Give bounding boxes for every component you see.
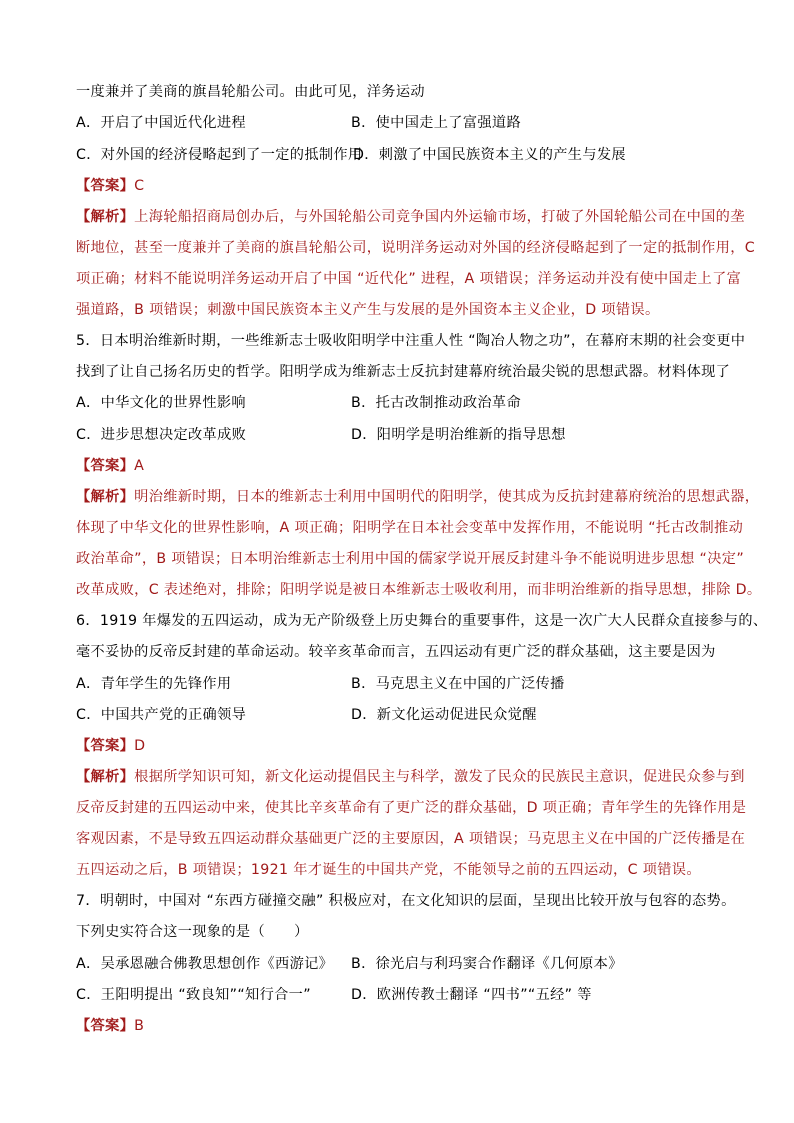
answer-value: C: [134, 178, 145, 194]
question-4-analysis-line-3: 项正确；材料不能说明洋务运动开启了中国 “近代化” 进程，A 项错误；洋务运动并没有使中国走上了富: [76, 271, 742, 287]
question-6-stem-line-2: 毫不妥协的反帝反封建的革命运动。较辛亥革命而言，五四运动有更广泛的群众基础，这主要是因为: [76, 644, 716, 660]
question-5-stem-line-1: 5．日本明治维新时期，一些维新志士吸收阳明学中注重人性 “陶冶人物之功”，在幕府末期的社会变更中: [76, 333, 746, 349]
question-5-option-d: D．阳明学是明治维新的指导思想: [351, 427, 566, 443]
analysis-tag: 【解析】: [76, 769, 135, 785]
question-4-analysis-line-1: 【解析】上海轮船招商局创办后，与外国轮船公司竞争国内外运输市场，打破了外国轮船公司在中国的垄: [76, 209, 745, 225]
question-6-option-a: A．青年学生的先锋作用: [76, 676, 232, 692]
question-4-stem: 一度兼并了美商的旗昌轮船公司。由此可见，洋务运动: [76, 84, 425, 100]
question-7-option-d: D．欧洲传教士翻译 “四书”“五经” 等: [351, 987, 592, 1003]
answer-value: D: [134, 738, 146, 754]
question-5-analysis-line-2: 体现了中华文化的世界性影响，A 项正确；阳明学在日本社会变革中发挥作用，不能说明 “托古改制推动: [76, 520, 744, 536]
question-6-analysis-line-4: 五四运动之后，B 项错误；1921 年才诞生的中国共产党，不能领导之前的五四运动，C 项错误。: [76, 862, 701, 878]
answer-tag: 【答案】: [76, 178, 135, 194]
question-6-option-d: D．新文化运动促进民众觉醒: [351, 707, 537, 723]
question-7-stem-line-2: 下列史实符合这一现象的是（ ）: [76, 924, 309, 940]
question-6-stem-line-1: 6．1919 年爆发的五四运动，成为无产阶级登上历史舞台的重要事件，这是一次广大人民群众直接参与的、: [76, 613, 768, 629]
question-5-analysis-line-4: 改革成败，C 表述绝对，排除；阳明学说是被日本维新志士吸收利用，而非明治维新的指导思想，排除 D。: [76, 582, 762, 598]
question-4-option-d: D．刺激了中国民族资本主义的产生与发展: [353, 147, 626, 163]
answer-tag: 【答案】: [76, 738, 135, 754]
question-7-option-b: B．徐光启与利玛窦合作翻译《几何原本》: [351, 956, 623, 972]
question-4-option-c: C．对外国的经济侵略起到了一定的抵制作用: [76, 147, 363, 163]
question-5-answer: [76, 456, 144, 476]
question-5-stem-line-2: 找到了让自己扬名历史的哲学。阳明学成为维新志士反抗封建幕府统治最尖锐的思想武器。材料体现了: [76, 364, 731, 380]
answer-tag: 【答案】: [76, 458, 135, 474]
question-7-answer: [76, 1016, 144, 1036]
question-5-option-a: A．中华文化的世界性影响: [76, 395, 246, 411]
answer-value: A: [134, 458, 145, 474]
analysis-tag: 【解析】: [76, 209, 135, 225]
question-7-stem-line-1: 7．明朝时，中国对 “东西方碰撞交融” 积极应对，在文化知识的层面，呈现出比较开放与包容的态势。: [76, 893, 736, 909]
question-6-answer: [76, 736, 145, 756]
question-4-analysis-line-2: 断地位，甚至一度兼并了美商的旗昌轮船公司，说明洋务运动对外国的经济侵略起到了一定的抵制作用，C: [76, 240, 755, 256]
question-5-analysis-line-1: 【解析】明治维新时期，日本的维新志士利用中国明代的阳明学，使其成为反抗封建幕府统治的思想武器，: [76, 489, 760, 505]
analysis-tag: 【解析】: [76, 489, 135, 505]
question-6-analysis-line-2: 反帝反封建的五四运动中来，使其比辛亥革命有了更广泛的群众基础，D 项正确；青年学生的先锋作用是: [76, 800, 747, 816]
question-4-option-a: A．开启了中国近代化进程: [76, 115, 246, 131]
question-5-option-b: B．托古改制推动政治革命: [351, 395, 521, 411]
question-4-analysis-line-4: 强道路，B 项错误；刺激中国民族资本主义产生与发展的是外国资本主义企业，D 项错误。: [76, 302, 660, 318]
question-6-analysis-line-3: 客观因素，不是导致五四运动群众基础更广泛的主要原因，A 项错误；马克思主义在中国的广泛传播是在: [76, 831, 746, 847]
question-7-option-c: C．王阳明提出 “致良知”“知行合一”: [76, 987, 311, 1003]
question-5-analysis-line-3: 政治革命”，B 项错误；日本明治维新志士利用中国的儒家学说开展反封建斗争不能说明进步思想 “决定”: [76, 551, 745, 567]
question-6-option-b: B．马克思主义在中国的广泛传播: [351, 676, 565, 692]
answer-tag: 【答案】: [76, 1018, 135, 1034]
question-4-option-b: B．使中国走上了富强道路: [351, 115, 521, 131]
answer-value: B: [134, 1018, 145, 1034]
question-4-answer: [76, 176, 144, 196]
question-7-option-a: A．吴承恩融合佛教思想创作《西游记》: [76, 956, 334, 972]
question-5-option-c: C．进步思想决定改革成败: [76, 427, 247, 443]
question-6-analysis-line-1: 【解析】根据所学知识可知，新文化运动提倡民主与科学，激发了民众的民族民主意识，促进民众参与到: [76, 769, 745, 785]
question-6-option-c: C．中国共产党的正确领导: [76, 707, 247, 723]
